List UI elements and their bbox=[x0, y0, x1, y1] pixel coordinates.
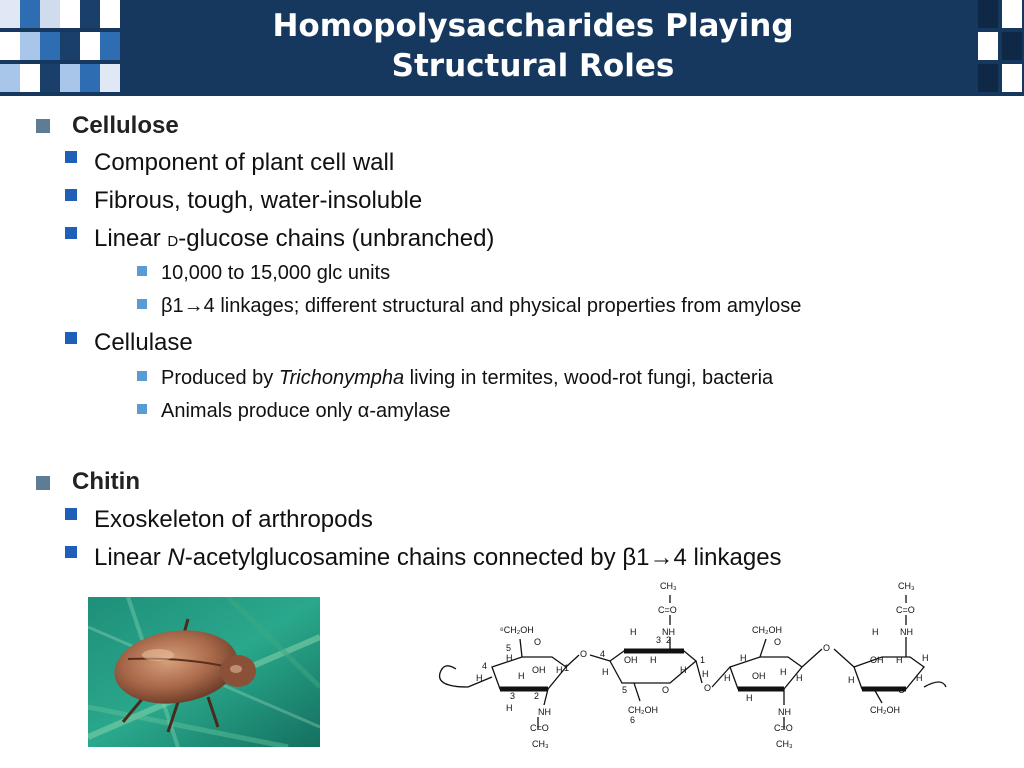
bullet-square bbox=[65, 508, 77, 520]
bullet-square bbox=[65, 189, 77, 201]
beta-symbol: β bbox=[161, 295, 173, 317]
label-h: H bbox=[724, 673, 731, 683]
label-o: O bbox=[898, 685, 906, 695]
label-h: H bbox=[506, 703, 513, 713]
label-o: O bbox=[774, 637, 782, 647]
label-h: H bbox=[650, 655, 657, 665]
label-co: C=O bbox=[658, 605, 677, 615]
decorative-mosaic-left bbox=[0, 0, 120, 96]
text-part: -acetylglucosamine chains connected by bbox=[184, 544, 623, 571]
label-h: H bbox=[476, 673, 483, 683]
label-h: H bbox=[740, 653, 747, 663]
label-co: C=O bbox=[896, 605, 915, 615]
text-part: 1 bbox=[172, 295, 184, 317]
decorative-mosaic-right bbox=[978, 0, 1024, 96]
label-ch3: CH₃ bbox=[776, 739, 793, 749]
label-o: O bbox=[823, 643, 831, 653]
chitin-structure-diagram bbox=[434, 577, 954, 759]
chitin-item-linear bbox=[94, 544, 782, 572]
label-h: H bbox=[702, 669, 709, 679]
cellulose-item-linear bbox=[94, 225, 494, 253]
label-h: H bbox=[796, 673, 803, 683]
label-h: H bbox=[506, 653, 513, 663]
arrow-icon: → bbox=[183, 295, 204, 317]
d-label: D bbox=[167, 233, 179, 250]
label-h: H bbox=[630, 627, 637, 637]
text-part: living in termites, wood-rot fungi, bacteria bbox=[404, 367, 774, 389]
beetle-photo bbox=[88, 597, 320, 747]
bullet-square bbox=[137, 299, 147, 309]
label-nh: NH bbox=[662, 627, 675, 637]
label-h: H bbox=[556, 665, 563, 675]
text-part: Linear bbox=[94, 225, 168, 252]
label-2: 2 bbox=[666, 635, 672, 645]
text-part: 4 linkages; different structural and physical properties from amylose bbox=[203, 295, 802, 317]
label-h: H bbox=[916, 673, 923, 683]
heading-cellulose: Cellulose bbox=[72, 112, 179, 139]
label-o: O bbox=[662, 685, 670, 695]
beta-symbol: β bbox=[622, 544, 637, 571]
title-line-2: Structural Roles bbox=[391, 48, 675, 84]
cellulose-subitem-linkages bbox=[161, 295, 801, 318]
bullet-square bbox=[137, 404, 147, 414]
text-part: Linear bbox=[94, 544, 168, 571]
bullet-square bbox=[65, 546, 77, 558]
cellulose-item-1: Component of plant cell wall bbox=[94, 149, 395, 176]
bullet-square bbox=[36, 476, 50, 490]
label-ch2oh: CH₂OH bbox=[752, 625, 782, 635]
label-3: 3 bbox=[656, 635, 662, 645]
title-line-1: Homopolysaccharides Playing bbox=[272, 8, 794, 44]
label-oh: OH bbox=[624, 655, 638, 665]
label-co: C=O bbox=[774, 723, 793, 733]
cellulose-item-2: Fibrous, tough, water-insoluble bbox=[94, 187, 423, 214]
bullet-square bbox=[65, 151, 77, 163]
bullet-square bbox=[65, 227, 77, 239]
label-h: H bbox=[680, 665, 687, 675]
label-nh: NH bbox=[778, 707, 791, 717]
bullet-square bbox=[137, 371, 147, 381]
label-1: 1 bbox=[700, 655, 706, 665]
arrow-icon: → bbox=[649, 544, 674, 571]
label-ch3: CH₃ bbox=[898, 581, 915, 591]
label-h: H bbox=[848, 675, 855, 685]
label-o: O bbox=[580, 649, 588, 659]
label-oh: OH bbox=[870, 655, 884, 665]
text-part: 1 bbox=[636, 544, 650, 571]
title-bar bbox=[0, 0, 1024, 96]
label-nh: NH bbox=[900, 627, 913, 637]
label-oh: OH bbox=[532, 665, 546, 675]
label-5: 5 bbox=[622, 685, 628, 695]
slide-title bbox=[160, 6, 906, 86]
chitin-item-1: Exoskeleton of arthropods bbox=[94, 506, 373, 533]
alpha-symbol: α bbox=[357, 400, 370, 422]
text-part: 4 linkages bbox=[673, 544, 782, 571]
label-h: H bbox=[922, 653, 929, 663]
n-italic: N bbox=[167, 544, 185, 571]
label-ch2oh: CH₂OH bbox=[870, 705, 900, 715]
label-4: 4 bbox=[600, 649, 606, 659]
label-o: O bbox=[704, 683, 712, 693]
label-co: C=O bbox=[530, 723, 549, 733]
bullet-square bbox=[137, 266, 147, 276]
label-h: H bbox=[780, 667, 787, 677]
label-6: 6 bbox=[630, 715, 636, 725]
label-5: 5 bbox=[506, 643, 512, 653]
cellulase-heading: Cellulase bbox=[94, 329, 193, 356]
text-part: Produced by bbox=[161, 367, 279, 389]
text-part: -amylase bbox=[369, 400, 451, 422]
heading-chitin: Chitin bbox=[72, 468, 140, 495]
label-h: H bbox=[602, 667, 609, 677]
label-h: H bbox=[872, 627, 879, 637]
label-nh: NH bbox=[538, 707, 551, 717]
bullet-square bbox=[36, 119, 50, 133]
label-h: H bbox=[518, 671, 525, 681]
label-oh: OH bbox=[752, 671, 766, 681]
chitin-structure-svg bbox=[434, 577, 954, 759]
label-1: 1 bbox=[564, 663, 570, 673]
organism-name: Trichonympha bbox=[278, 367, 405, 389]
label-3: 3 bbox=[510, 691, 516, 701]
label-ch3: CH₃ bbox=[532, 739, 549, 749]
cellulase-animals bbox=[161, 400, 450, 423]
beetle-illustration bbox=[88, 597, 320, 747]
text-part: -glucose chains (unbranched) bbox=[178, 225, 495, 252]
label-ch3: CH₃ bbox=[660, 581, 677, 591]
label-ch2oh: CH₂OH bbox=[628, 705, 658, 715]
label-2: 2 bbox=[534, 691, 540, 701]
label-h: H bbox=[746, 693, 753, 703]
cellulase-produced bbox=[161, 367, 773, 390]
label-o: O bbox=[534, 637, 542, 647]
label-ch2oh: ⁶CH₂OH bbox=[500, 625, 534, 635]
bullet-square bbox=[65, 332, 77, 344]
label-h: H bbox=[896, 655, 903, 665]
text-part: Animals produce only bbox=[161, 400, 358, 422]
cellulose-subitem-units: 10,000 to 15,000 glc units bbox=[161, 262, 391, 284]
label-4: 4 bbox=[482, 661, 488, 671]
